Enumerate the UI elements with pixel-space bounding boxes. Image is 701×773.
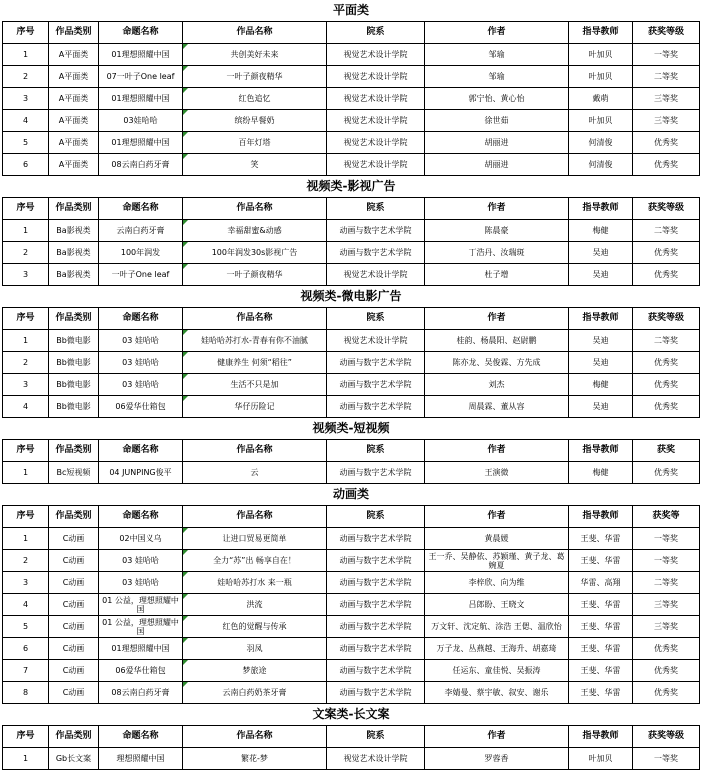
table-cell: 吴迪 bbox=[569, 330, 633, 352]
table-cell: 03娃哈哈 bbox=[99, 110, 183, 132]
table-cell: 华仔历险记 bbox=[183, 396, 327, 418]
table-cell: 视觉艺术设计学院 bbox=[327, 154, 425, 176]
table-row bbox=[3, 572, 700, 594]
table-cell: 视觉艺术设计学院 bbox=[327, 44, 425, 66]
table-row bbox=[3, 66, 700, 88]
table-cell: C动画 bbox=[49, 616, 99, 638]
header-row bbox=[3, 726, 700, 748]
table-cell: C动画 bbox=[49, 572, 99, 594]
table-cell: Bb微电影 bbox=[49, 352, 99, 374]
table-cell: 李婧曼、蔡宇敏、叙安、谢乐 bbox=[425, 682, 569, 704]
table-cell: 洪流 bbox=[183, 594, 327, 616]
table-cell: 刘杰 bbox=[425, 374, 569, 396]
table-row bbox=[3, 638, 700, 660]
table-cell: 动画与数字艺术学院 bbox=[327, 660, 425, 682]
table-cell: 胡丽进 bbox=[425, 132, 569, 154]
column-header: 作者 bbox=[425, 198, 569, 220]
table-cell: C动画 bbox=[49, 682, 99, 704]
table-cell: 吴迪 bbox=[569, 352, 633, 374]
column-header: 作品类别 bbox=[49, 726, 99, 748]
table-cell: 戴萌 bbox=[569, 88, 633, 110]
table-cell: 2 bbox=[3, 66, 49, 88]
table-cell: 1 bbox=[3, 44, 49, 66]
table-cell: 5 bbox=[3, 132, 49, 154]
table-cell: 二等奖 bbox=[633, 220, 700, 242]
table-row bbox=[3, 528, 700, 550]
table-row bbox=[3, 132, 700, 154]
table-cell: 王斐、华雷 bbox=[569, 682, 633, 704]
table-cell: Bb微电影 bbox=[49, 396, 99, 418]
table-cell: 4 bbox=[3, 396, 49, 418]
table-cell: 丁浩丹、汝瑞斑 bbox=[425, 242, 569, 264]
table-cell: C动画 bbox=[49, 660, 99, 682]
table-cell: 1 bbox=[3, 748, 49, 770]
table-cell: Ba影视类 bbox=[49, 220, 99, 242]
table-cell: 笑 bbox=[183, 154, 327, 176]
table-row bbox=[3, 396, 700, 418]
table-cell: 优秀奖 bbox=[633, 154, 700, 176]
table-cell: 何清俊 bbox=[569, 154, 633, 176]
table-cell: 生活不只是加 bbox=[183, 374, 327, 396]
table-cell: 动画与数字艺术学院 bbox=[327, 242, 425, 264]
table-cell: 王斐、华雷 bbox=[569, 594, 633, 616]
table-cell: 06爱华仕箱包 bbox=[99, 660, 183, 682]
column-header: 院系 bbox=[327, 22, 425, 44]
table-row bbox=[3, 110, 700, 132]
table-cell: 共创美好未来 bbox=[183, 44, 327, 66]
table-row bbox=[3, 220, 700, 242]
section-title: 视频类-微电影广告 bbox=[3, 286, 700, 308]
table-cell: Bc短视频 bbox=[49, 462, 99, 484]
table-cell: Gb长文案 bbox=[49, 748, 99, 770]
table-cell: 王演微 bbox=[425, 462, 569, 484]
table-cell: 胡丽进 bbox=[425, 154, 569, 176]
table-cell: 1 bbox=[3, 330, 49, 352]
table-cell: 01理想照耀中国 bbox=[99, 88, 183, 110]
table-cell: 梅健 bbox=[569, 220, 633, 242]
column-header: 获奖等 bbox=[633, 506, 700, 528]
table-cell: 陈亦龙、吴俊霖、方先成 bbox=[425, 352, 569, 374]
table-cell: 动画与数字艺术学院 bbox=[327, 594, 425, 616]
table-cell: 优秀奖 bbox=[633, 374, 700, 396]
table-row bbox=[3, 88, 700, 110]
table-cell: 动画与数字艺术学院 bbox=[327, 638, 425, 660]
table-cell: 梦旅途 bbox=[183, 660, 327, 682]
table-cell: 叶加贝 bbox=[569, 44, 633, 66]
column-header: 序号 bbox=[3, 726, 49, 748]
column-header: 作品名称 bbox=[183, 506, 327, 528]
column-header: 获奖等级 bbox=[633, 726, 700, 748]
header-row bbox=[3, 506, 700, 528]
table-cell: 08云南白药牙膏 bbox=[99, 154, 183, 176]
table-cell: Bb微电影 bbox=[49, 374, 99, 396]
table-row bbox=[3, 462, 700, 484]
table-cell: 视觉艺术设计学院 bbox=[327, 88, 425, 110]
table-cell: 03 娃哈哈 bbox=[99, 550, 183, 572]
table-cell: 吴迪 bbox=[569, 396, 633, 418]
table-cell: Ba影视类 bbox=[49, 264, 99, 286]
column-header: 序号 bbox=[3, 198, 49, 220]
table-cell: 全力“苏”出 畅享自在！ bbox=[183, 550, 327, 572]
table-cell: 徐世茹 bbox=[425, 110, 569, 132]
table-cell: 视觉艺术设计学院 bbox=[327, 132, 425, 154]
table-cell: 吕郎盼、王晓文 bbox=[425, 594, 569, 616]
table-cell: 陈晨豪 bbox=[425, 220, 569, 242]
column-header: 指导教师 bbox=[569, 440, 633, 462]
column-header: 序号 bbox=[3, 308, 49, 330]
table-cell: 视觉艺术设计学院 bbox=[327, 330, 425, 352]
table-cell: 03 娃哈哈 bbox=[99, 352, 183, 374]
table-row bbox=[3, 330, 700, 352]
column-header: 院系 bbox=[327, 506, 425, 528]
header-row bbox=[3, 308, 700, 330]
table-cell: 百年灯塔 bbox=[183, 132, 327, 154]
table-cell: 黄晨媛 bbox=[425, 528, 569, 550]
table-cell: Ba影视类 bbox=[49, 242, 99, 264]
table-cell: 动画与数字艺术学院 bbox=[327, 682, 425, 704]
table-cell: 缤纷早餐奶 bbox=[183, 110, 327, 132]
table-cell: 动画与数字艺术学院 bbox=[327, 374, 425, 396]
table-cell: 王一乔、吴静依、苏颖瑾、黄子龙、葛婉夏 bbox=[425, 550, 569, 572]
table-cell: 优秀奖 bbox=[633, 462, 700, 484]
table-cell: 01 公益，理想照耀中国 bbox=[99, 616, 183, 638]
table-cell: C动画 bbox=[49, 638, 99, 660]
table-cell: 三等奖 bbox=[633, 594, 700, 616]
section-title-row bbox=[3, 484, 700, 506]
table-cell: 2 bbox=[3, 550, 49, 572]
column-header: 作品类别 bbox=[49, 440, 99, 462]
table-cell: 01 公益，理想照耀中国 bbox=[99, 594, 183, 616]
column-header: 指导教师 bbox=[569, 198, 633, 220]
column-header: 序号 bbox=[3, 506, 49, 528]
table-cell: A平面类 bbox=[49, 66, 99, 88]
section-title: 动画类 bbox=[3, 484, 700, 506]
table-cell: 视觉艺术设计学院 bbox=[327, 748, 425, 770]
section-title-row bbox=[3, 704, 700, 726]
table-cell: 二等奖 bbox=[633, 572, 700, 594]
table-cell: 王斐、华雷 bbox=[569, 528, 633, 550]
column-header: 作者 bbox=[425, 506, 569, 528]
column-header: 作者 bbox=[425, 308, 569, 330]
column-header: 作者 bbox=[425, 22, 569, 44]
table-cell: C动画 bbox=[49, 550, 99, 572]
column-header: 院系 bbox=[327, 440, 425, 462]
table-cell: 4 bbox=[3, 594, 49, 616]
table-cell: 万子龙、丛燕越、王海升、胡嘉琦 bbox=[425, 638, 569, 660]
table-cell: 一等奖 bbox=[633, 550, 700, 572]
table-cell: 二等奖 bbox=[633, 66, 700, 88]
table-cell: 王斐、华雷 bbox=[569, 638, 633, 660]
column-header: 获奖 bbox=[633, 440, 700, 462]
table-cell: 2 bbox=[3, 352, 49, 374]
column-header: 作品名称 bbox=[183, 440, 327, 462]
table-cell: 叶加贝 bbox=[569, 66, 633, 88]
table-cell: 1 bbox=[3, 220, 49, 242]
table-row bbox=[3, 616, 700, 638]
table-cell: 08云南白药牙膏 bbox=[99, 682, 183, 704]
table-cell: 云南白药奶茶牙膏 bbox=[183, 682, 327, 704]
table-cell: 邹瑜 bbox=[425, 44, 569, 66]
table-cell: 动画与数字艺术学院 bbox=[327, 352, 425, 374]
table-cell: 视觉艺术设计学院 bbox=[327, 110, 425, 132]
table-cell: 2 bbox=[3, 242, 49, 264]
table-cell: 罗蓉香 bbox=[425, 748, 569, 770]
column-header: 院系 bbox=[327, 198, 425, 220]
table-cell: 优秀奖 bbox=[633, 660, 700, 682]
table-cell: 优秀奖 bbox=[633, 242, 700, 264]
table-cell: A平面类 bbox=[49, 88, 99, 110]
section-title: 平面类 bbox=[3, 0, 700, 22]
table-cell: 100年润发30s影视广告 bbox=[183, 242, 327, 264]
table-cell: 100年润发 bbox=[99, 242, 183, 264]
table-cell: 优秀奖 bbox=[633, 396, 700, 418]
table-cell: 01理想照耀中国 bbox=[99, 132, 183, 154]
table-cell: 动画与数字艺术学院 bbox=[327, 462, 425, 484]
table-cell: 华雷、高翔 bbox=[569, 572, 633, 594]
table-cell: 任运东、童佳悦、吴振涛 bbox=[425, 660, 569, 682]
column-header: 作者 bbox=[425, 440, 569, 462]
table-row bbox=[3, 682, 700, 704]
table-cell: 一叶子One leaf bbox=[99, 264, 183, 286]
section-title-row bbox=[3, 286, 700, 308]
section-title: 视频类-短视频 bbox=[3, 418, 700, 440]
table-cell: Bb微电影 bbox=[49, 330, 99, 352]
column-header: 获奖等级 bbox=[633, 22, 700, 44]
table-cell: 03 娃哈哈 bbox=[99, 572, 183, 594]
column-header: 作品名称 bbox=[183, 308, 327, 330]
column-header: 作品类别 bbox=[49, 22, 99, 44]
column-header: 序号 bbox=[3, 440, 49, 462]
column-header: 命题名称 bbox=[99, 506, 183, 528]
table-row bbox=[3, 44, 700, 66]
section-title: 文案类-长文案 bbox=[3, 704, 700, 726]
table-cell: 王斐、华雷 bbox=[569, 550, 633, 572]
table-cell: 叶加贝 bbox=[569, 748, 633, 770]
table-cell: 5 bbox=[3, 616, 49, 638]
table-cell: 一等奖 bbox=[633, 44, 700, 66]
table-cell: 红色追忆 bbox=[183, 88, 327, 110]
table-cell: 动画与数字艺术学院 bbox=[327, 220, 425, 242]
table-cell: 03 娃哈哈 bbox=[99, 374, 183, 396]
table-cell: 梅健 bbox=[569, 462, 633, 484]
table-row bbox=[3, 264, 700, 286]
column-header: 命题名称 bbox=[99, 308, 183, 330]
column-header: 院系 bbox=[327, 726, 425, 748]
section-title-row bbox=[3, 0, 700, 22]
table-row bbox=[3, 242, 700, 264]
column-header: 作品类别 bbox=[49, 198, 99, 220]
table-cell: 动画与数字艺术学院 bbox=[327, 572, 425, 594]
table-cell: 04 JUNPING俊平 bbox=[99, 462, 183, 484]
table-cell: 李梓欣、向为维 bbox=[425, 572, 569, 594]
table-cell: 3 bbox=[3, 264, 49, 286]
table-cell: 1 bbox=[3, 528, 49, 550]
table-cell: 何清俊 bbox=[569, 132, 633, 154]
table-cell: 1 bbox=[3, 462, 49, 484]
section-title-row bbox=[3, 418, 700, 440]
column-header: 指导教师 bbox=[569, 506, 633, 528]
awards-table bbox=[2, 0, 700, 770]
section-title: 视频类-影视广告 bbox=[3, 176, 700, 198]
table-cell: 吴迪 bbox=[569, 264, 633, 286]
column-header: 作品名称 bbox=[183, 198, 327, 220]
table-cell: A平面类 bbox=[49, 110, 99, 132]
table-cell: A平面类 bbox=[49, 132, 99, 154]
column-header: 获奖等级 bbox=[633, 198, 700, 220]
table-cell: 视觉艺术设计学院 bbox=[327, 264, 425, 286]
column-header: 作者 bbox=[425, 726, 569, 748]
table-cell: 王斐、华雷 bbox=[569, 616, 633, 638]
column-header: 命题名称 bbox=[99, 440, 183, 462]
table-cell: 8 bbox=[3, 682, 49, 704]
table-cell: 一等奖 bbox=[633, 528, 700, 550]
table-cell: 3 bbox=[3, 572, 49, 594]
table-cell: 一等奖 bbox=[633, 748, 700, 770]
table-cell: 7 bbox=[3, 660, 49, 682]
table-cell: 叶加贝 bbox=[569, 110, 633, 132]
table-cell: 三等奖 bbox=[633, 110, 700, 132]
column-header: 指导教师 bbox=[569, 308, 633, 330]
column-header: 院系 bbox=[327, 308, 425, 330]
table-cell: 3 bbox=[3, 374, 49, 396]
table-cell: 万文轩、沈定航、涂浩 王偲、温欣怡 bbox=[425, 616, 569, 638]
column-header: 命题名称 bbox=[99, 22, 183, 44]
table-cell: 二等奖 bbox=[633, 330, 700, 352]
table-cell: 理想照耀中国 bbox=[99, 748, 183, 770]
table-cell: 红色的觉醒与传承 bbox=[183, 616, 327, 638]
column-header: 作品名称 bbox=[183, 726, 327, 748]
table-cell: 02中国义乌 bbox=[99, 528, 183, 550]
table-cell: 优秀奖 bbox=[633, 638, 700, 660]
table-cell: 01理想照耀中国 bbox=[99, 638, 183, 660]
table-cell: 07一叶子One leaf bbox=[99, 66, 183, 88]
column-header: 作品类别 bbox=[49, 506, 99, 528]
table-cell: 一叶子颜夜精华 bbox=[183, 264, 327, 286]
table-row bbox=[3, 748, 700, 770]
table-cell: 动画与数字艺术学院 bbox=[327, 396, 425, 418]
header-row bbox=[3, 198, 700, 220]
table-cell: 让进口贸易更简单 bbox=[183, 528, 327, 550]
table-cell: 郭宁怡、黄心怡 bbox=[425, 88, 569, 110]
table-cell: C动画 bbox=[49, 594, 99, 616]
table-cell: 健康养生 何须“稻往” bbox=[183, 352, 327, 374]
column-header: 获奖等级 bbox=[633, 308, 700, 330]
table-cell: 动画与数字艺术学院 bbox=[327, 528, 425, 550]
table-cell: A平面类 bbox=[49, 44, 99, 66]
table-cell: 桂韵、杨晨阳、赵尉鹏 bbox=[425, 330, 569, 352]
table-cell: 繁花-梦 bbox=[183, 748, 327, 770]
table-cell: 动画与数字艺术学院 bbox=[327, 616, 425, 638]
table-cell: 王斐、华雷 bbox=[569, 660, 633, 682]
table-cell: A平面类 bbox=[49, 154, 99, 176]
table-cell: 三等奖 bbox=[633, 616, 700, 638]
table-cell: 邹瑜 bbox=[425, 66, 569, 88]
column-header: 作品名称 bbox=[183, 22, 327, 44]
table-body bbox=[3, 0, 700, 770]
table-cell: 云 bbox=[183, 462, 327, 484]
table-row bbox=[3, 660, 700, 682]
header-row bbox=[3, 440, 700, 462]
table-row bbox=[3, 374, 700, 396]
column-header: 作品类别 bbox=[49, 308, 99, 330]
column-header: 指导教师 bbox=[569, 22, 633, 44]
table-cell: 优秀奖 bbox=[633, 132, 700, 154]
table-cell: 01理想照耀中国 bbox=[99, 44, 183, 66]
table-row bbox=[3, 352, 700, 374]
table-row bbox=[3, 550, 700, 572]
table-cell: 吴迪 bbox=[569, 242, 633, 264]
table-cell: 视觉艺术设计学院 bbox=[327, 66, 425, 88]
table-cell: 羽凤 bbox=[183, 638, 327, 660]
header-row bbox=[3, 22, 700, 44]
section-title-row bbox=[3, 176, 700, 198]
table-cell: 3 bbox=[3, 88, 49, 110]
column-header: 命题名称 bbox=[99, 198, 183, 220]
table-cell: 优秀奖 bbox=[633, 264, 700, 286]
column-header: 序号 bbox=[3, 22, 49, 44]
table-cell: 优秀奖 bbox=[633, 682, 700, 704]
table-cell: 6 bbox=[3, 154, 49, 176]
table-cell: 4 bbox=[3, 110, 49, 132]
table-cell: 娃哈哈苏打水-青春有你不油腻 bbox=[183, 330, 327, 352]
table-cell: 幸福甜蜜&动感 bbox=[183, 220, 327, 242]
table-cell: 6 bbox=[3, 638, 49, 660]
table-cell: 周晨霖、董从容 bbox=[425, 396, 569, 418]
table-cell: 一叶子颜夜精华 bbox=[183, 66, 327, 88]
table-row bbox=[3, 154, 700, 176]
table-cell: 梅健 bbox=[569, 374, 633, 396]
table-cell: 06爱华仕箱包 bbox=[99, 396, 183, 418]
table-cell: C动画 bbox=[49, 528, 99, 550]
table-cell: 03 娃哈哈 bbox=[99, 330, 183, 352]
table-row bbox=[3, 594, 700, 616]
table-cell: 云南白药牙膏 bbox=[99, 220, 183, 242]
column-header: 指导教师 bbox=[569, 726, 633, 748]
table-cell: 动画与数字艺术学院 bbox=[327, 550, 425, 572]
table-cell: 杜子增 bbox=[425, 264, 569, 286]
table-cell: 娃哈哈苏打水 来一瓶 bbox=[183, 572, 327, 594]
column-header: 命题名称 bbox=[99, 726, 183, 748]
table-cell: 三等奖 bbox=[633, 88, 700, 110]
table-cell: 优秀奖 bbox=[633, 352, 700, 374]
